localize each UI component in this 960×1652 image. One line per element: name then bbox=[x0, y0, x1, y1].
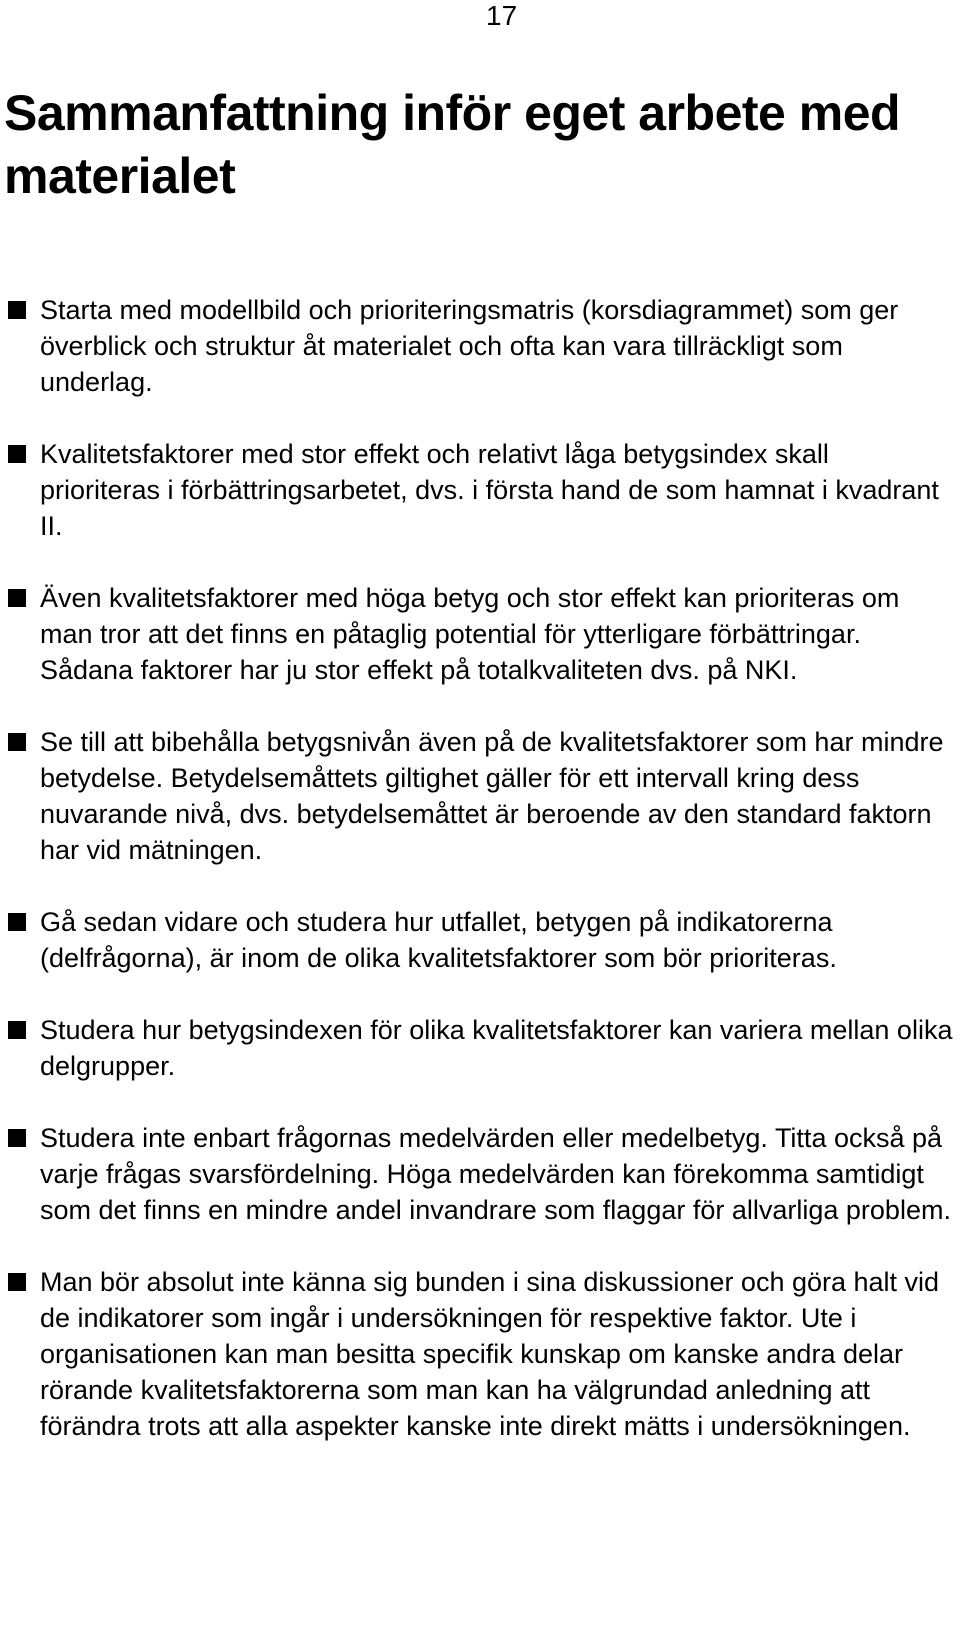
list-item-text: Även kvalitetsfaktorer med höga betyg och stor effekt kan prioriteras om man tror att det finns en påtaglig potential för ytterligare förbättringar. Sådana faktorer har ju stor effekt på totalkvaliteten dvs. på NKI. bbox=[40, 583, 900, 685]
list-item-text: Man bör absolut inte känna sig bunden i sina diskussioner och göra halt vid de indikatorer som ingår i undersökningen för respektive faktor. Ute i organisationen kan man besitta specifik kunskap om kanske andra delar rörande kvalitetsfaktorerna som man kan ha välgrundad anledning att förändra trots att alla aspekter kanske inte direkt mätts i undersökningen. bbox=[40, 1267, 940, 1441]
list-item bbox=[0, 580, 955, 688]
list-item-text: Se till att bibehålla betygsnivån även på de kvalitetsfaktorer som har mindre betydelse. Betydelsemåttets giltighet gäller för ett intervall kring dess nuvarande nivå, dvs. betydelsemåttet är beroende av den standard faktorn har vid mätningen. bbox=[40, 727, 944, 865]
list-item bbox=[0, 1012, 955, 1084]
square-bullet-icon bbox=[8, 589, 26, 607]
list-item-text: Studera inte enbart frågornas medelvärden eller medelbetyg. Titta också på varje frågas svarsfördelning. Höga medelvärden kan förekomma samtidigt som det finns en mindre andel invandrare som flaggar för allvarliga problem. bbox=[40, 1123, 951, 1225]
page-number: 17 bbox=[486, 0, 518, 31]
list-item-text: Starta med modellbild och prioriteringsmatris (korsdiagrammet) som ger överblick och struktur åt materialet och ofta kan vara tillräckligt som underlag. bbox=[40, 295, 899, 397]
list-item bbox=[0, 1264, 955, 1444]
square-bullet-icon bbox=[8, 1021, 26, 1039]
square-bullet-icon bbox=[8, 301, 26, 319]
list-item-text: Gå sedan vidare och studera hur utfallet, betygen på indikatorerna (delfrågorna), är inom de olika kvalitetsfaktorer som bör prioriteras. bbox=[40, 907, 837, 973]
square-bullet-icon bbox=[8, 1273, 26, 1291]
list-item-text: Studera hur betygsindexen för olika kvalitetsfaktorer kan variera mellan olika delgrupper. bbox=[40, 1015, 953, 1081]
square-bullet-icon bbox=[8, 445, 26, 463]
page-title: Sammanfattning inför eget arbete med materialet bbox=[4, 85, 901, 204]
list-item bbox=[0, 904, 955, 976]
square-bullet-icon bbox=[8, 1129, 26, 1147]
square-bullet-icon bbox=[8, 913, 26, 931]
list-item bbox=[0, 436, 955, 544]
summary-bullet-list bbox=[0, 292, 960, 1444]
square-bullet-icon bbox=[8, 733, 26, 751]
list-item-text: Kvalitetsfaktorer med stor effekt och relativt låga betygsindex skall prioriteras i förbättringsarbetet, dvs. i första hand de som hamnat i kvadrant II. bbox=[40, 439, 939, 541]
list-item bbox=[0, 292, 955, 400]
list-item bbox=[0, 1120, 955, 1228]
list-item bbox=[0, 724, 955, 868]
